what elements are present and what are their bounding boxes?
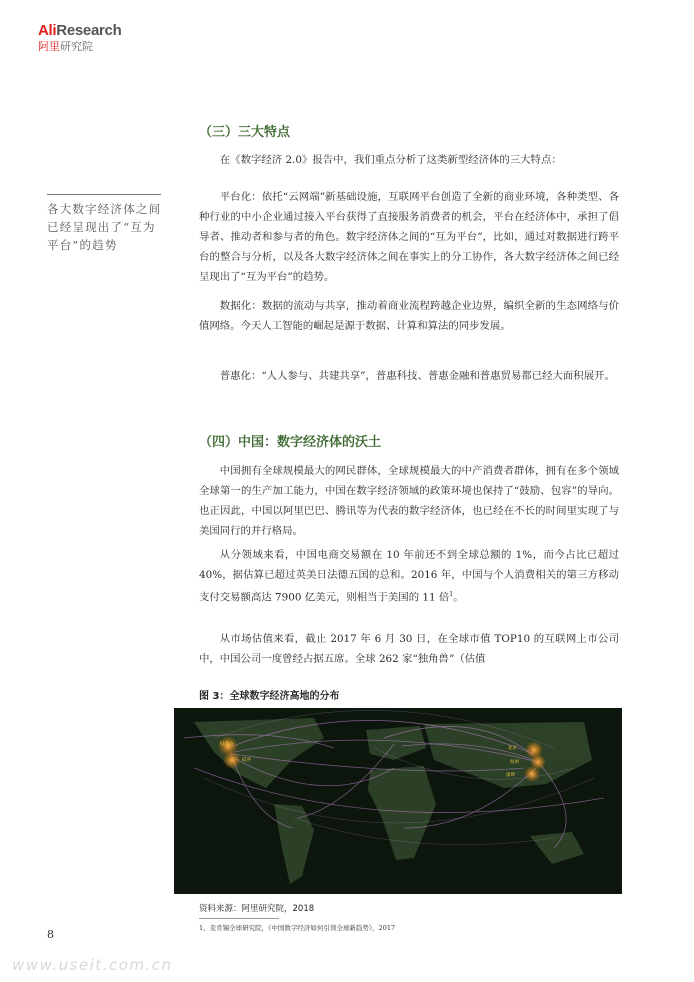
logo-research: Research (56, 22, 122, 39)
logo-ali-cn: 阿里 (38, 40, 60, 53)
logo-ali: Ali (38, 22, 57, 39)
aliresearch-logo (38, 22, 148, 56)
paragraph-china-2-text: 从分领域来看，中国电商交易额在 10 年前还不到全球总额的 1%，而今占比已超过 40%，据估算已超过英美日法德五国的总和。2016 年，中国与个人消费相关的第三方移动支付交易额高达 7900 亿美元，则相当于美国的 11 倍 (199, 549, 619, 604)
sidenote-rule (47, 194, 161, 195)
section-heading-three-features: （三）三大特点 (199, 125, 291, 140)
footnote-rule (199, 918, 279, 919)
paragraph-intro: 在《数字经济 2.0》报告中，我们重点分析了这类新型经济体的三大特点： (219, 154, 562, 166)
paragraph-china-2-end: 。 (453, 591, 464, 604)
paragraph-data: 数据化：数据的流动与共享，推动着商业流程跨越企业边界，编织全新的生态网络与价值网络。今天人工智能的崛起是源于数据、计算和算法的同步发展。 (199, 300, 619, 332)
map-label-silicon-valley: 硅谷 (242, 758, 251, 763)
watermark: www.useit.com.cn (12, 956, 173, 974)
world-map-graphic (174, 708, 622, 894)
page-number: 8 (47, 928, 54, 941)
map-label-san-francisco: 旧金山 (220, 742, 234, 747)
figure-source: 资料来源：阿里研究院，2018 (199, 904, 315, 914)
paragraph-china-3: 从市场估值来看，截止 2017 年 6 月 30 日，在全球市值 TOP10 的互联网上市公司中，中国公司一度曾经占据五席。全球 262 家“独角兽”（估值 (199, 633, 619, 665)
paragraph-inclusive: 普惠化：“人人参与、共建共享”，普惠科技、普惠金融和普惠贸易都已经大面积展开。 (219, 370, 615, 382)
footnote: 1、麦肯锡全球研究院，《中国数字经济如何引领全球新趋势》，2017 (199, 924, 396, 932)
map-label-beijing: 北京 (508, 746, 517, 751)
map-label-shenzhen: 深圳 (506, 773, 515, 778)
world-map-figure (174, 708, 622, 894)
map-label-hangzhou: 杭州 (510, 760, 519, 765)
footnote-ref: 1 (449, 591, 454, 598)
paragraph-china-1: 中国拥有全球规模最大的网民群体，全球规模最大的中产消费者群体，拥有在多个领域全球第一的生产加工能力，中国在数字经济领域的政策环境也保持了“鼓励、包容”的导向。也正因此，中国以阿里巴巴、腾讯等为代表的数字经济体，也已经在不长的时间里实现了与美国同行的并行格局。 (199, 465, 619, 537)
section-heading-china: （四）中国：数字经济体的沃土 (199, 435, 382, 450)
figure-caption: 图 3：全球数字经济高地的分布 (199, 691, 340, 702)
paragraph-platform: 平台化：依托“云网端”新基础设施，互联网平台创造了全新的商业环境，各种类型、各种行业的中小企业通过接入平台获得了直接服务消费者的机会，平台在经济体中，承担了倡导者、推动者和参与者的角色。数字经济体之间的“互为平台”，比如，通过对数据进行跨平台的整合与分析，以及各大数字经济体之间在事实上的分工协作，各大数字经济体之间已经呈现出了“互为平台”的趋势。 (199, 191, 619, 283)
logo-institute-cn: 研究院 (60, 40, 93, 53)
sidenote: 各大数字经济体之间已经呈现出了“互为平台”的趋势 (47, 202, 162, 252)
paragraph-china-2 (199, 545, 619, 607)
